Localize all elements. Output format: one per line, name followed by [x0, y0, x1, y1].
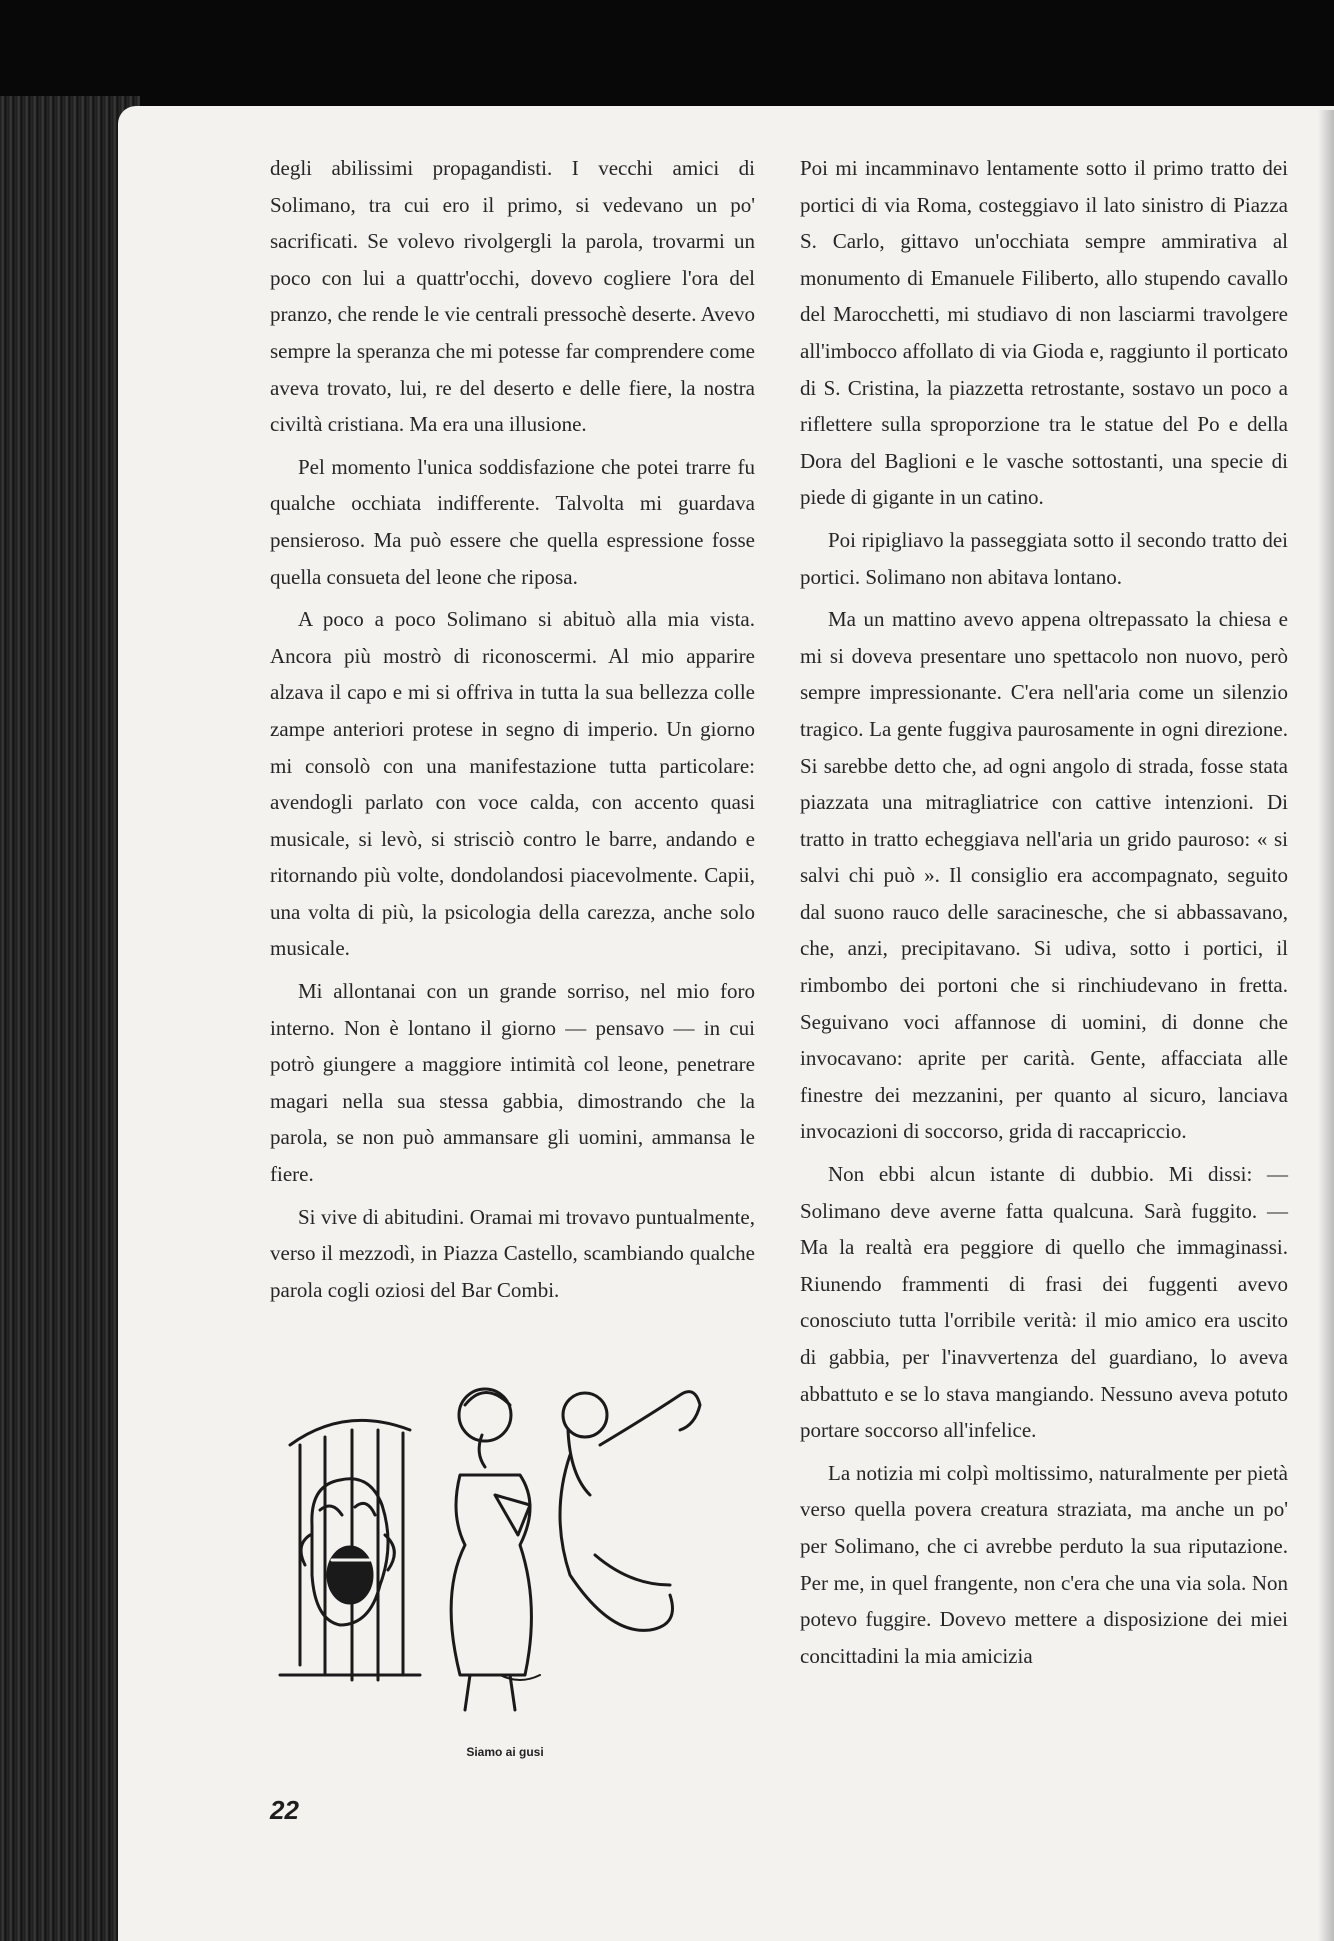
paragraph: Poi mi incamminavo lentamente sotto il primo tratto dei portici di via Roma, costeggiavo il lato sinistro di Piazza S. Carlo, gittavo un'occhiata sempre ammirativa al monumento di Emanuele Filiberto, allo stupendo cavallo del Marocchetti, mi studiavo di non lasciarmi travolgere all'imbocco affollato di via Gioda e, raggiunto il porticato di S. Cristina, la piazzetta retrostante, sostavo un poco a riflettere sulla sproporzione tra le statue del Po e della Dora del Baglioni e le vasche sottostanti, una specie di piede di gigante in un catino.: [800, 156, 1288, 510]
paragraph: A poco a poco Solimano si abituò alla mia vista. Ancora più mostrò di riconoscermi. Al mio apparire alzava il capo e mi si offriva in tutta la sua bellezza colle zampe anteriori protese in segno di imperio. Un giorno mi consolò con una manifestazione tutta particolare: avendogli parlato con voce calda, con accento quasi musicale, si levò, si strisciò contro le barre, andando e ritornando più volte, dondolandosi piacevolmente. Capii, una volta di più, la psicologia della carezza, anche solo musicale.: [270, 607, 755, 961]
left-text-column: [270, 150, 755, 1314]
paragraph: Pel momento l'unica soddisfazione che potei trarre fu qualche occhiata indifferente. Talvolta mi guardava pensieroso. Ma può essere che quella espressione fosse quella consueta del leone che riposa.: [270, 454, 755, 589]
lion-icon: [301, 1479, 394, 1625]
paragraph: degli abilissimi propagandisti. I vecchi amici di Solimano, tra cui ero il primo, si vedevano un po' sacrificati. Se volevo rivolgergli la parola, trovarmi un poco con lui a quattr'occhi, dovevo cogliere l'ora del pranzo, che rende le vie centrali pressochè deserte. Avevo sempre la speranza che mi potesse far comprendere come aveva trovato, lui, re del deserto e delle fiere, la nostra civiltà cristiana. Ma era una illusione.: [270, 156, 755, 437]
paragraph: Ma un mattino avevo appena oltrepassato la chiesa e mi si doveva presentare uno spettacolo non nuovo, però sempre impressionante. C'era nell'aria come un silenzio tragico. La gente fuggiva paurosamente in ogni direzione. Si sarebbe detto che, ad ogni angolo di strada, fosse stata piazzata una mitragliatrice con cattive intenzioni. Di tratto in tratto echeggiava nell'aria un grido pauroso: « si salvi chi può ». Il consiglio era accompagnato, seguito dal suono rauco delle saracinesche, che si abbassavano, che, anzi, precipitavano. Si udiva, sotto i portici, il rimbombo dei portoni che si rinchiudevano in fretta. Seguivano voci affannose di uomini, di donne che invocavano: aprite per carità. Gente, affacciata alle finestre dei mezzanini, per quanto al sicuro, lanciava invocazioni di soccorso, grida di raccapriccio.: [800, 607, 1288, 1144]
woman-figure-icon: [451, 1389, 531, 1710]
right-text-column: [800, 150, 1288, 1680]
man-figure-icon: [560, 1392, 700, 1631]
page-number: 22: [270, 1795, 299, 1825]
paragraph: Non ebbi alcun istante di dubbio. Mi dissi: — Solimano deve averne fatta qualcuna. Sarà fuggito. — Ma la realtà era peggiore di quello che immaginassi. Riunendo frammenti di frasi dei fuggenti avevo conosciuto tutta l'orribile verità: il mio amico era uscito di gabbia, per l'inavvertenza del guardiano, lo aveva abbattuto e se lo stava mangiando. Nessuno aveva potuto portare soccorso all'infelice.: [800, 1162, 1288, 1443]
paragraph: Poi ripigliavo la passeggiata sotto il secondo tratto dei portici. Solimano non abitava lontano.: [800, 527, 1288, 589]
paragraph: La notizia mi colpì moltissimo, naturalmente per pietà verso quella povera creatura straziata, ma anche un po' per Solimano, che ci avrebbe perduto la sua riputazione. Per me, in quel frangente, non c'era che una via sola. Non potevo fuggire. Dovevo mettere a disposizione dei miei concittadini la mia amicizia: [800, 1460, 1288, 1668]
book-top-edge: [0, 0, 1334, 112]
cartoon-illustration: [270, 1375, 750, 1735]
illustration-caption: Siamo ai gusi: [466, 1745, 544, 1759]
paragraph: Mi allontanai con un grande sorriso, nel mio foro interno. Non è lontano il giorno — pensavo — in cui potrò giungere a maggiore intimità col leone, penetrare magari nella sua stessa gabbia, dimostrando che la parola, se non può ammansare gli uomini, ammansa le fiere.: [270, 979, 755, 1187]
page-edge-shadow: [1318, 110, 1334, 1941]
paragraph: Si vive di abitudini. Oramai mi trovavo puntualmente, verso il mezzodì, in Piazza Castello, scambiando qualche parola cogli oziosi del Bar Combi.: [270, 1204, 755, 1302]
